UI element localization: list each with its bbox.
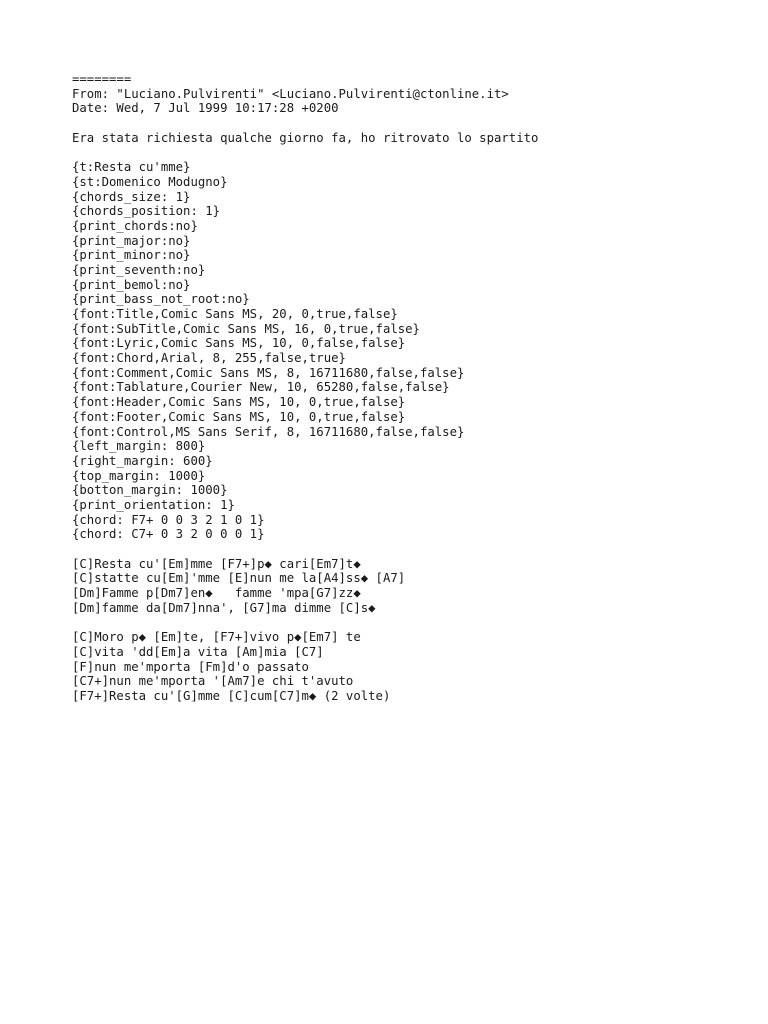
directive-line: {botton_margin: 1000}	[72, 483, 228, 498]
lyric-line: [Dm]Famme p[Dm7]en◆ famme 'mpa[G7]zz◆	[72, 586, 361, 601]
lyric-line: [F7+]Resta cu'[G]mme [C]cum[C7]m◆ (2 volte)	[72, 688, 391, 703]
blank-line	[72, 116, 752, 131]
directive-line: {top_margin: 1000}	[72, 468, 206, 483]
directive-line: {font:Footer,Comic Sans MS, 10, 0,true,false}	[72, 409, 406, 424]
blank-line	[72, 542, 752, 557]
directive-line: {chords_position: 1}	[72, 204, 221, 219]
directive-line: {font:Tablature,Courier New, 10, 65280,false,false}	[72, 380, 450, 395]
directive-line: {print_bass_not_root:no}	[72, 292, 250, 307]
date-line: Date: Wed, 7 Jul 1999 10:17:28 +0200	[72, 101, 339, 116]
directive-line: {chord: F7+ 0 0 3 2 1 0 1}	[72, 512, 265, 527]
lyric-line: [C]Resta cu'[Em]mme [F7+]p◆ cari[Em7]t◆	[72, 556, 361, 571]
lyric-line: [C]vita 'dd[Em]a vita [Am]mia [C7]	[72, 644, 324, 659]
directive-line: {font:Lyric,Comic Sans MS, 10, 0,false,false}	[72, 336, 406, 351]
directive-line: {print_major:no}	[72, 233, 191, 248]
directive-block	[72, 160, 752, 542]
directive-line: {left_margin: 800}	[72, 439, 206, 454]
directive-line: {font:Header,Comic Sans MS, 10, 0,true,false}	[72, 395, 406, 410]
intro-line: Era stata richiesta qualche giorno fa, ho ritrovato lo spartito	[72, 130, 539, 145]
verse-2	[72, 630, 752, 703]
directive-line: {print_orientation: 1}	[72, 497, 235, 512]
lyric-line: [Dm]famme da[Dm7]nna', [G7]ma dimme [C]s◆	[72, 600, 376, 615]
from-line: From: "Luciano.Pulvirenti" <Luciano.Pulvirenti@ctonline.it>	[72, 86, 509, 101]
directive-line: {print_minor:no}	[72, 248, 191, 263]
blank-line	[72, 145, 752, 160]
directive-line: {font:Title,Comic Sans MS, 20, 0,true,false}	[72, 307, 398, 321]
directive-line: {print_bemol:no}	[72, 277, 191, 292]
directive-line: {chord: C7+ 0 3 2 0 0 0 1}	[72, 527, 265, 542]
directive-line: {font:Chord,Arial, 8, 255,false,true}	[72, 351, 346, 366]
directive-line: {print_seventh:no}	[72, 262, 206, 277]
email-document	[72, 72, 752, 704]
lyric-line: [C7+]nun me'mporta '[Am7]e chi t'avuto	[72, 674, 354, 689]
directive-line: {t:Resta cu'mme}	[72, 160, 191, 175]
directive-line: {print_chords:no}	[72, 218, 198, 233]
separator-line: ========	[72, 72, 132, 86]
directive-line: {st:Domenico Modugno}	[72, 174, 228, 189]
verse-1	[72, 557, 752, 616]
lyric-line: [F]nun me'mporta [Fm]d'o passato	[72, 659, 309, 674]
directive-line: {font:SubTitle,Comic Sans MS, 16, 0,true,false}	[72, 321, 420, 336]
lyric-line: [C]Moro p◆ [Em]te, [F7+]vivo p◆[Em7] te	[72, 630, 361, 645]
directive-line: {font:Comment,Comic Sans MS, 8, 16711680,false,false}	[72, 365, 465, 380]
directive-line: {chords_size: 1}	[72, 189, 191, 204]
lyric-line: [C]statte cu[Em]'mme [E]nun me la[A4]ss◆ [A7]	[72, 571, 406, 586]
blank-line	[72, 615, 752, 630]
directive-line: {right_margin: 600}	[72, 453, 213, 468]
directive-line: {font:Control,MS Sans Serif, 8, 16711680,false,false}	[72, 424, 465, 439]
